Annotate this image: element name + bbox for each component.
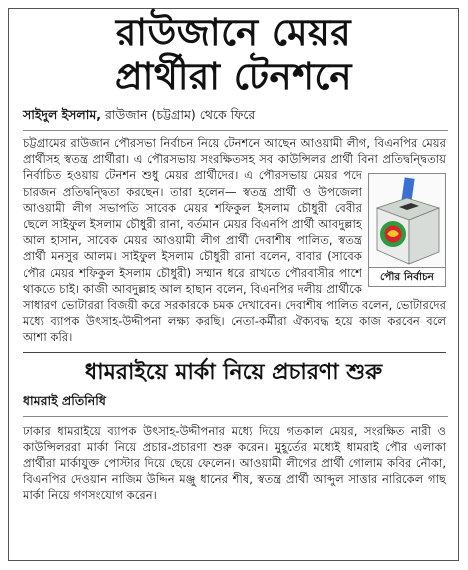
ballot-box-icon bbox=[369, 174, 445, 268]
byline-location: রাউজান (চট্টগ্রাম) থেকে ফিরে bbox=[101, 107, 256, 122]
newspaper-clipping bbox=[8, 8, 459, 561]
article2-headline: ধামরাইয়ে মার্কা নিয়ে প্রচারণা শুরু bbox=[84, 359, 383, 385]
article2-body: ঢাকার ধামরাইয়ে ব্যাপক উৎসাহ-উদ্দীপনার মধ্যে দিয়ে গতকাল মেয়র, সংরক্ষিত নারী ও কাউন্সিলররা মার্কা নিয়ে প্রচার-প্রচারণা শুরু করেন। মুহূর্তের মধ্যেই ধামরাই পৌর এলাকা প্রার্থীরা মার্কাযুক্ত পোস্টার দিয়ে ছেয়ে ফেলেন। আওয়ামী লীগের প্রার্থী গোলাম কবির নৌকা, বিএনপির দেওয়ান নাজিম উদ্দিন মঞ্জু ধানের শীষ, স্বতন্ত্র প্রার্থী আব্দুল সাত্তার নারিকেল গাছ মার্কা নিয়ে গণসংযোগ করেন। bbox=[23, 423, 446, 503]
photo-caption: পৌর নির্বাচন bbox=[369, 267, 445, 286]
article1-headline bbox=[15, 11, 452, 99]
headline-line-1: রাউজানে মেয়র bbox=[115, 11, 352, 54]
article2-byline bbox=[23, 393, 448, 417]
article1-body-intro: চট্টগ্রামের রাউজান পৌরসভা নির্বাচন নিয়ে টেনশনে আছেন আওয়ামী লীগ, বিএনপির মেয়র প্রার্থীসহ স্বতন্ত্র প্রার্থীরা। এ পৌরসভায় সংরক্ষিতসহ সব কাউন্সিলর প্রার্থী বিনা প্রতিদ্বন্দ্বিতায় নির্বাচিত হওয়ায় টেনশন শুধু মেয়র প্রার্থীদের। এ bbox=[23, 136, 446, 183]
ballot-box-photo bbox=[368, 173, 446, 287]
byline-reporter-name: সাইদুল ইসলাম, bbox=[23, 107, 102, 122]
headline-line-2: প্রার্থীরা টেনশনে bbox=[115, 55, 352, 98]
article1-body bbox=[23, 135, 446, 346]
article1-body-main: পৌরসভায় মেয়র পদে চারজন প্রতিদ্বন্দ্বিতা করছেন। তারা হলেন— স্বতন্ত্র প্রার্থী ও উপজেলা আওয়ামী লীগ সভাপতি সাবেক মেয়র শফিকুল ইসলাম চৌধুরী বেবীর ছেলে সাইফুল ইসলাম চৌধুরী রানা, বর্তমান মেয়র বিএনপি প্রার্থী আবদুল্লাহ আল হাসান, সাবেক মেয়র আওয়ামী লীগ প্রার্থী দেবাশীষ পালিত, স্বতন্ত্র প্রার্থী মনসুর আলম। সাইফুল ইসলাম চৌধুরী রানা বলেন, বাবার (সাবেক পৌর মেয়র শফিকুল ইসলাম চৌধুরী) সম্মান ধরে রাখতে পৌরবাসীর পাশে থাকতে চাই। কাজী আবদুল্লাহ আল হাছান বলেন, বিএনপির দলীয় প্রার্থীকে সাধারণ ভোটাররা বিজয়ী করে সরকারকে চমক দেখাবেন। দেবাশীষ পালিত বলেন, ভোটারদের মধ্যে ব্যাপক উৎসাহ-উদ্দীপনা লক্ষ্য করছি। নেতা-কর্মীরা ঐক্যবদ্ধ হয়ে কাজ করবেন বলে আশা করি। bbox=[23, 168, 446, 345]
article2-byline-text: ধামরাই প্রতিনিধি bbox=[23, 392, 106, 408]
article1-byline bbox=[23, 107, 448, 131]
article-divider bbox=[23, 352, 446, 353]
